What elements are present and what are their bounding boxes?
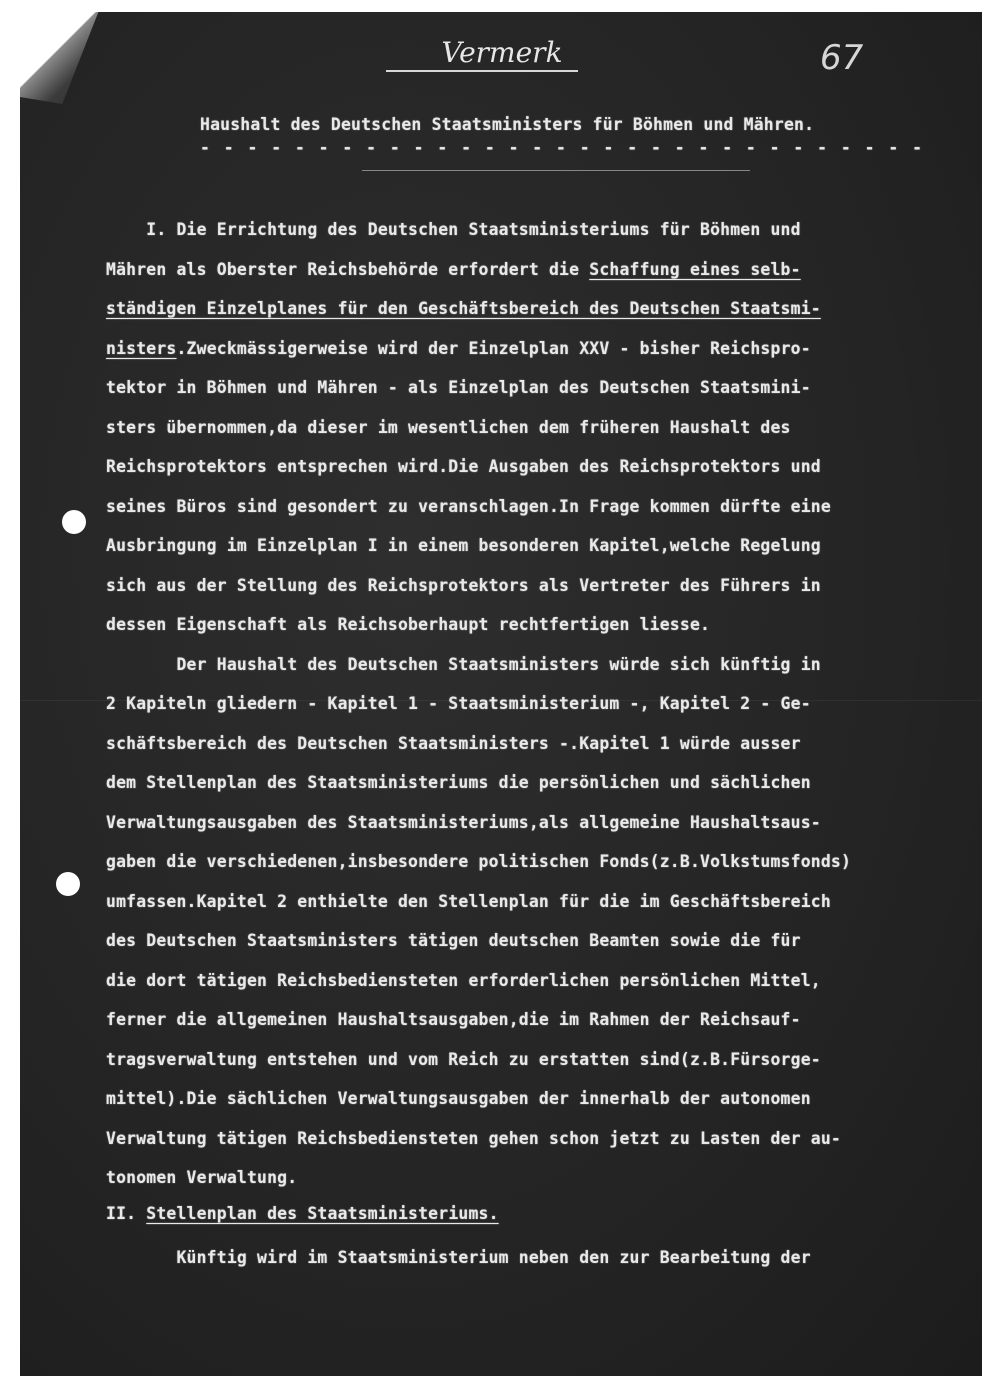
text-line	[106, 329, 970, 369]
text-line: Künftig wird im Staatsministerium neben den zur Bearbeitung der	[106, 1248, 811, 1267]
text-line: tektor in Böhmen und Mähren - als Einzelplan des Deutschen Staatsmini-	[106, 378, 811, 397]
section-title: Stellenplan des Staatsministeriums.	[146, 1204, 499, 1223]
text-line: ferner die allgemeinen Haushaltsausgaben,die im Rahmen der Reichsauf-	[106, 1010, 801, 1029]
title-dashed-underline: - - - - - - - - - - - - - - - - - - - - - - - - - - - - - - -	[200, 138, 924, 157]
section-number: II.	[106, 1204, 147, 1223]
text-line: tragsverwaltung entstehen und vom Reich zu erstatten sind(z.B.Fürsorge-	[106, 1049, 821, 1069]
document-title: Haushalt des Deutschen Staatsministers für Böhmen und Mähren.	[200, 115, 815, 134]
text-line: Verwaltungsausgaben des Staatsministeriums,als allgemeine Haushaltsaus-	[106, 812, 821, 832]
punch-hole-top	[62, 510, 86, 534]
text-line: mittel).Die sächlichen Verwaltungsausgaben der innerhalb der autonomen	[106, 1089, 811, 1108]
text-line: dem Stellenplan des Staatsministeriums die persönlichen und sächlichen	[106, 773, 811, 792]
folded-corner	[20, 12, 100, 104]
document-sheet	[20, 12, 982, 1376]
title-rule	[362, 170, 750, 171]
text-line: gaben die verschiedenen,insbesondere politischen Fonds(z.B.Volkstumsfonds)	[106, 852, 852, 871]
underlined-phrase: nisters	[106, 338, 177, 358]
underlined-phrase: Schaffung eines selb-	[589, 259, 801, 279]
text-line: Ausbringung im Einzelplan I in einem besonderen Kapitel,welche Regelung	[106, 536, 821, 555]
section-2-heading	[106, 1204, 970, 1223]
text-fragment: Mähren als Oberster Reichsbehörde erfordert die	[106, 259, 590, 279]
punch-hole-bottom	[56, 872, 80, 896]
note-label-handwritten: Vermerk	[441, 36, 563, 69]
text-line: sters übernommen,da dieser im wesentlichen dem früheren Haushalt des	[106, 417, 791, 437]
text-line	[106, 250, 970, 290]
text-line: umfassen.Kapitel 2 enthielte den Stellenplan für die im Geschäftsbereich	[106, 891, 831, 911]
text-line-underlined: ständigen Einzelplanes für den Geschäftsbereich des Deutschen Staatsmi-	[106, 299, 821, 318]
text-line: Verwaltung tätigen Reichsbediensteten gehen schon jetzt zu Lasten der au-	[106, 1128, 841, 1148]
text-line: I. Die Errichtung des Deutschen Staatsministeriums für Böhmen und	[106, 220, 801, 239]
text-line: dessen Eigenschaft als Reichsoberhaupt rechtfertigen liesse.	[106, 615, 711, 634]
note-label-underline	[386, 70, 578, 72]
text-line: tonomen Verwaltung.	[106, 1168, 298, 1187]
text-line: die dort tätigen Reichsbediensteten erforderlichen persönlichen Mittel,	[106, 970, 821, 990]
text-line: sich aus der Stellung des Reichsprotektors als Vertreter des Führers in	[106, 575, 821, 595]
text-line: Reichsprotektors entsprechen wird.Die Ausgaben des Reichsprotektors und	[106, 457, 821, 476]
section-1-body	[106, 210, 970, 1198]
text-line: schäftsbereich des Deutschen Staatsministers -.Kapitel 1 würde ausser	[106, 733, 801, 753]
text-line: seines Büros sind gesondert zu veranschlagen.In Frage kommen dürfte eine	[106, 496, 831, 516]
section-2-body	[106, 1238, 970, 1278]
text-fragment: .Zweckmässigerweise wird der Einzelplan XXV - bisher Reichspro-	[176, 338, 811, 358]
page-number: 67	[820, 38, 864, 78]
text-line: 2 Kapiteln gliedern - Kapitel 1 - Staatsministerium -, Kapitel 2 - Ge-	[106, 694, 811, 713]
text-line: des Deutschen Staatsministers tätigen deutschen Beamten sowie die für	[106, 931, 801, 950]
text-line: Der Haushalt des Deutschen Staatsministers würde sich künftig in	[106, 654, 821, 674]
